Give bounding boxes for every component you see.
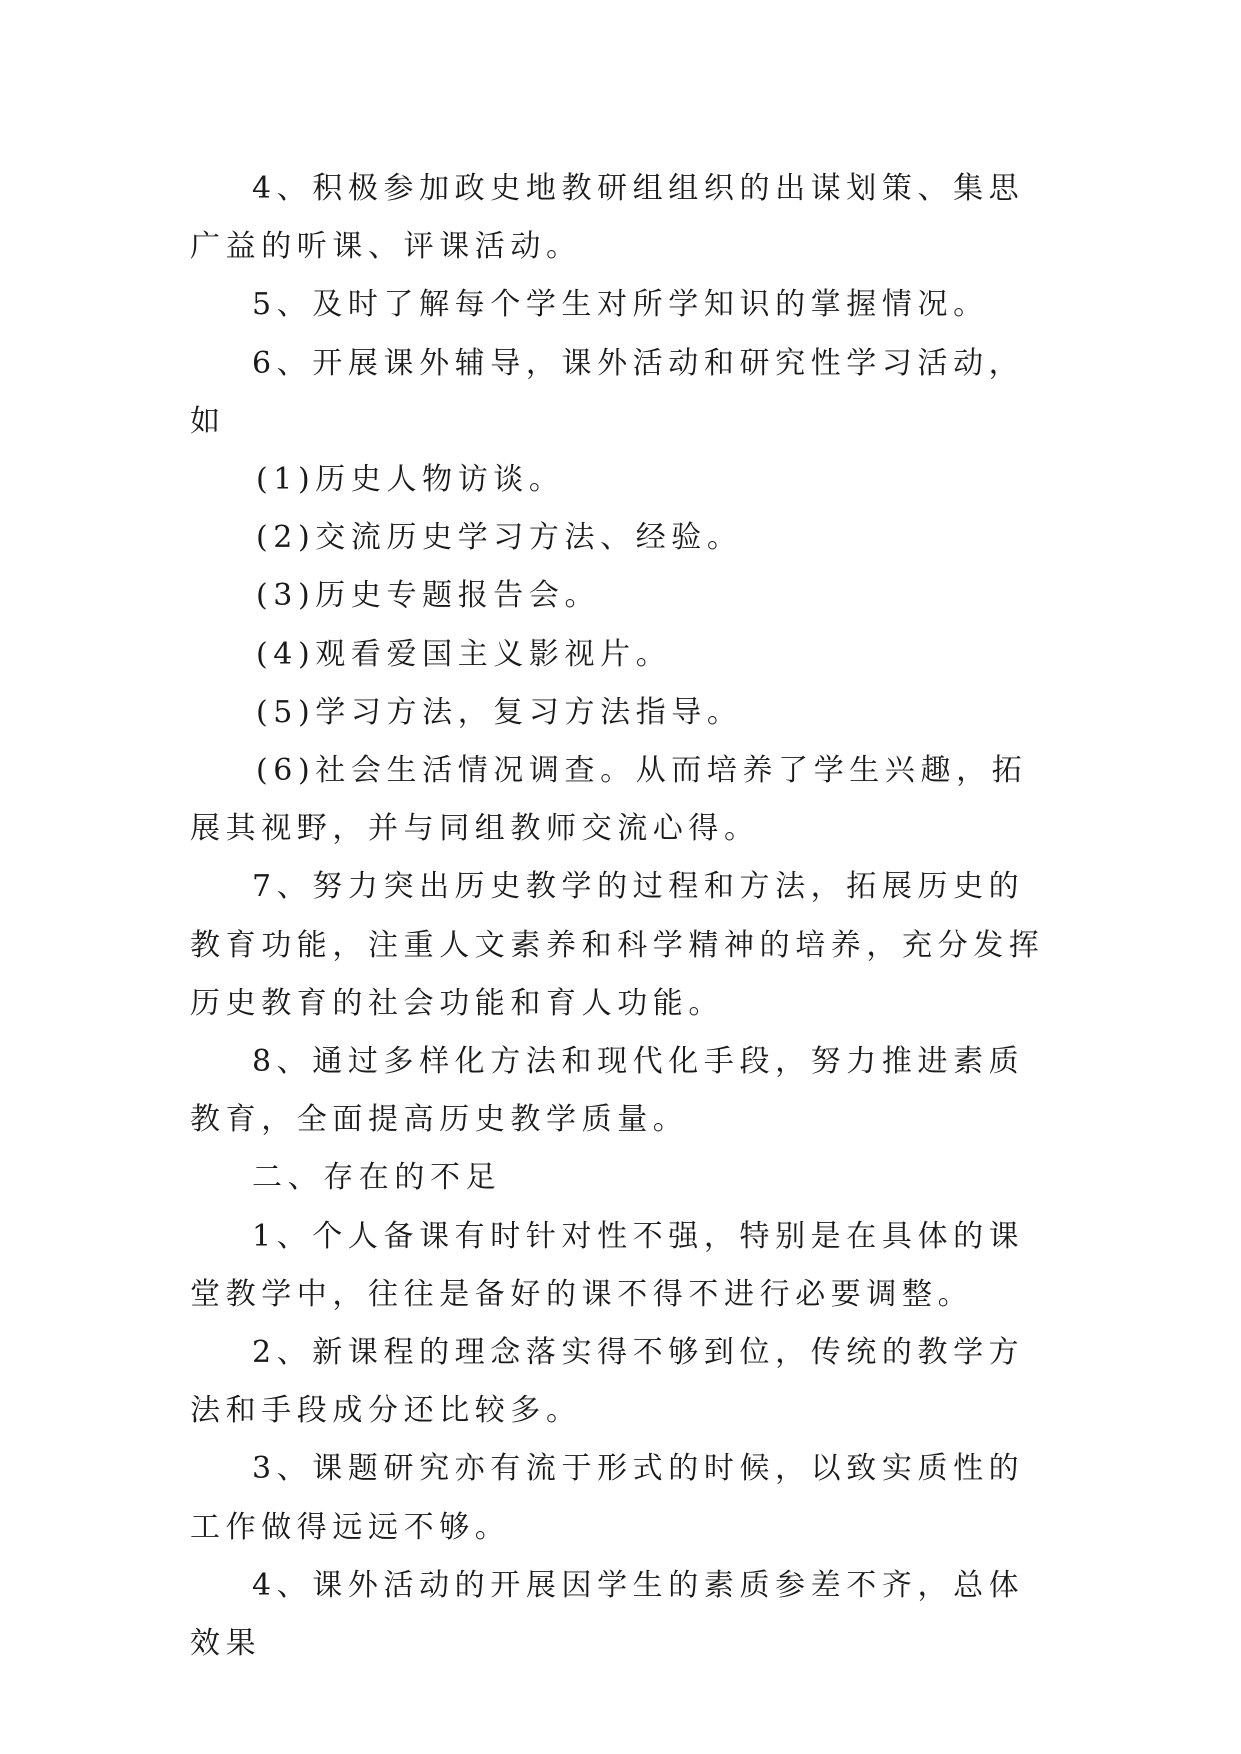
paragraph-item-4: 4、积极参加政史地教研组组织的出谋划策、集思广益的听课、评课活动。 xyxy=(190,171,1025,265)
document-body xyxy=(190,160,1050,1673)
paragraph-item-6: 6、开展课外辅导，课外活动和研究性学习活动，如 xyxy=(190,345,1025,439)
sub-item-2: (2)交流历史学习方法、经验。 xyxy=(256,520,743,556)
paragraph-item-7: 7、努力突出历史教学的过程和方法，拓展历史的教育功能，注重人文素养和科学精神的培养，充分发挥历史教育的社会功能和育人功能。 xyxy=(190,869,1045,1021)
sub-item-3: (3)历史专题报告会。 xyxy=(256,578,601,614)
sub-item-1: (1)历史人物访谈。 xyxy=(256,462,565,498)
sub-item-5: (5)学习方法，复习方法指导。 xyxy=(256,694,743,730)
shortcoming-item-2: 2、新课程的理念落实得不够到位，传统的教学方法和手段成分还比较多。 xyxy=(190,1335,1025,1429)
paragraph-item-5: 5、及时了解每个学生对所学知识的掌握情况。 xyxy=(252,287,989,323)
sub-item-6: (6)社会生活情况调查。从而培养了学生兴趣，拓展其视野，并与同组教师交流心得。 xyxy=(190,753,1028,847)
shortcoming-item-1: 1、个人备课有时针对性不强，特别是在具体的课堂教学中，往往是备好的课不得不进行必要调整。 xyxy=(190,1218,1025,1312)
paragraph-item-8: 8、通过多样化方法和现代化手段，努力推进素质教育，全面提高历史教学质量。 xyxy=(190,1044,1025,1138)
shortcoming-item-4: 4、课外活动的开展因学生的素质参差不齐，总体效果 xyxy=(190,1567,1025,1662)
shortcoming-item-3: 3、课题研究亦有流于形式的时候，以致实质性的工作做得远远不够。 xyxy=(190,1451,1025,1545)
section-heading-shortcomings: 二、存在的不足 xyxy=(252,1160,502,1196)
sub-item-4: (4)观看爱国主义影视片。 xyxy=(256,636,672,672)
